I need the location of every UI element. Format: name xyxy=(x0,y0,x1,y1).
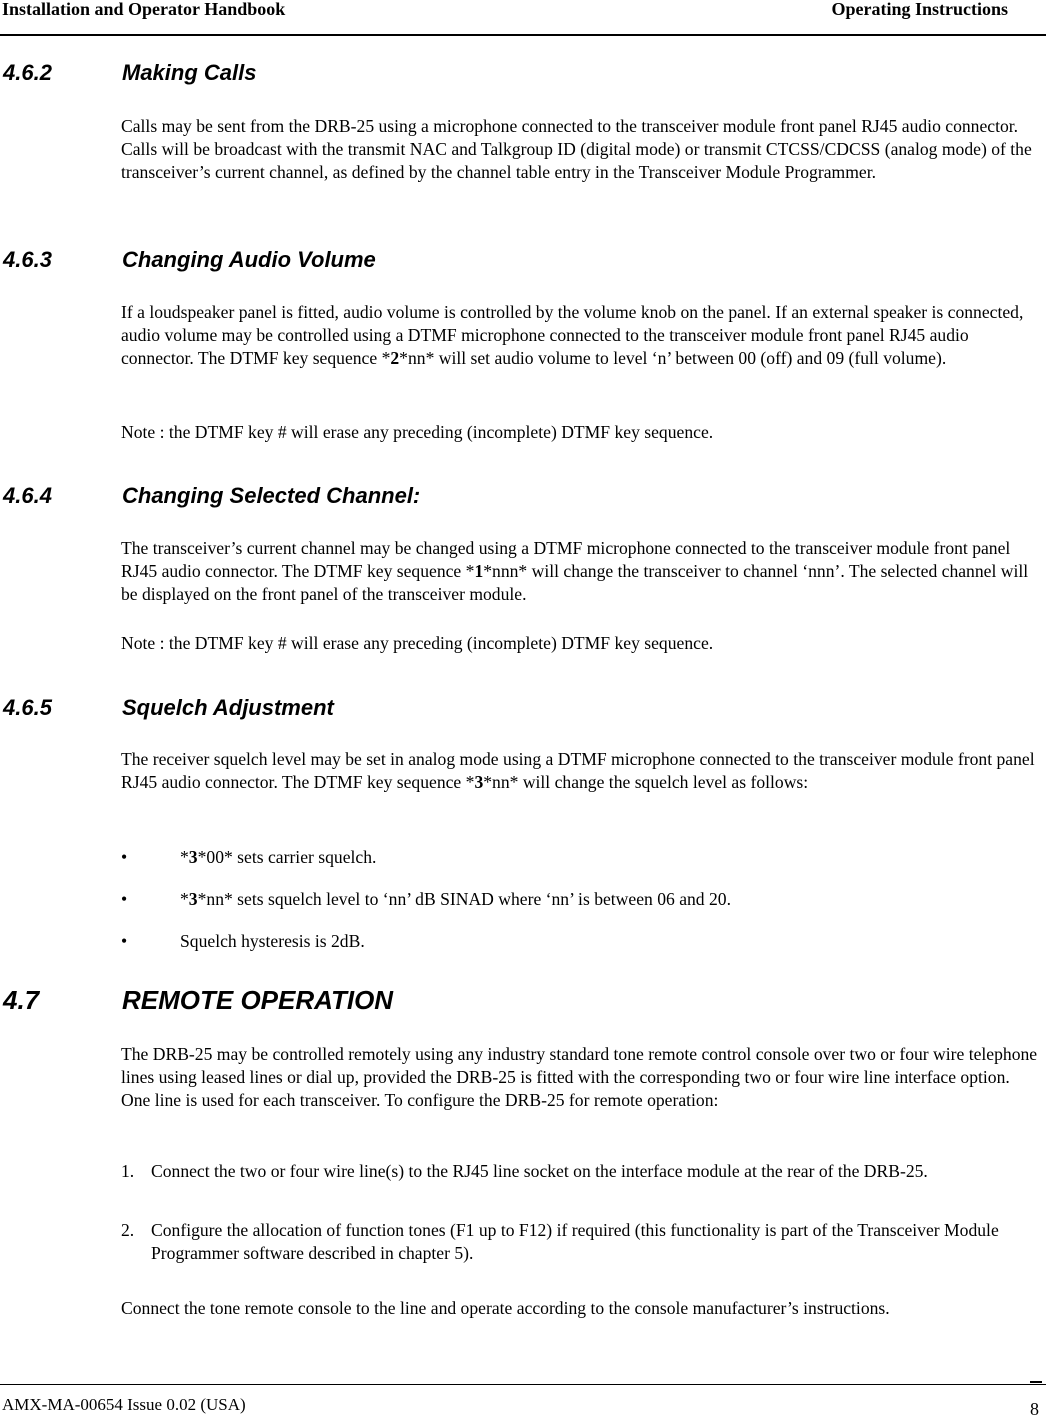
step-text: Configure the allocation of function tones (F1 up to F12) if required (this functionality is part of the Transceiver Module Programmer software described in chapter 5). xyxy=(151,1220,999,1263)
header-document-title: Installation and Operator Handbook xyxy=(2,0,286,19)
heading-number: 4.6.2 xyxy=(3,60,52,85)
paragraph-connect-console: Connect the tone remote console to the line and operate according to the console manufacturer’s instructions. xyxy=(121,1298,890,1318)
bullet-glyph: • xyxy=(121,931,128,951)
heading-title: REMOTE OPERATION xyxy=(122,985,394,1015)
heading-number: 4.6.5 xyxy=(3,695,52,720)
step-text: Connect the two or four wire line(s) to the RJ45 line socket on the interface module at the rear of the DRB-25. xyxy=(151,1161,928,1181)
heading-title: Changing Selected Channel: xyxy=(122,483,421,508)
heading-title: Changing Audio Volume xyxy=(122,247,376,272)
bullet-glyph: • xyxy=(121,889,128,909)
heading-number: 4.6.3 xyxy=(3,247,52,272)
paragraph-squelch: The receiver squelch level may be set in analog mode using a DTMF microphone connected to the transceiver module front panel RJ45 audio connector. The DTMF key sequence *3*nn* will change the squelch level as follows: xyxy=(121,749,1035,792)
page-header xyxy=(0,0,1046,36)
page-number: 8 xyxy=(1030,1399,1039,1419)
header-section-title: Operating Instructions xyxy=(831,0,1008,19)
footer-rule xyxy=(0,1384,1046,1385)
note-selected-channel: Note : the DTMF key # will erase any preceding (incomplete) DTMF key sequence. xyxy=(121,633,714,653)
paragraph-audio-volume: If a loudspeaker panel is fitted, audio volume is controlled by the volume knob on the panel. If an external speaker is connected, audio volume may be controlled using a DTMF microphone connected to the transceiver module front panel RJ45 audio connector. The DTMF key sequence *2*nn* will set audio volume to level ‘n’ between 00 (off) and 09 (full volume). xyxy=(121,302,1024,368)
heading-title: Making Calls xyxy=(122,60,257,85)
heading-number: 4.6.4 xyxy=(3,483,52,508)
paragraph-selected-channel: The transceiver’s current channel may be changed using a DTMF microphone connected to the transceiver module front panel RJ45 audio connector. The DTMF key sequence *1*nnn* will change the transceiver to channel ‘nnn’. The selected channel will be displayed on the front panel of the transceiver module. xyxy=(121,538,1029,604)
step-number: 1. xyxy=(121,1161,135,1181)
heading-title: Squelch Adjustment xyxy=(122,695,334,720)
bullet-glyph: • xyxy=(121,847,128,867)
paragraph-making-calls: Calls may be sent from the DRB-25 using a microphone connected to the transceiver module front panel RJ45 audio connector. Calls will be broadcast with the transmit NAC and Talkgroup ID (digital mode) or transmit CTCSS/CDCSS (analog mode) of the transceiver’s current channel, as defined by the channel table entry in the Transceiver Module Programmer. xyxy=(121,116,1032,182)
paragraph-remote-operation: The DRB-25 may be controlled remotely using any industry standard tone remote control console over two or four wire telephone lines using leased lines or dial up, provided the DRB-25 is fitted with the corresponding two or four wire line interface option. One line is used for each transceiver. To configure the DRB-25 for remote operation: xyxy=(121,1044,1038,1110)
heading-number: 4.7 xyxy=(3,985,40,1015)
step-number: 2. xyxy=(121,1220,135,1240)
footer-document-id: AMX-MA-00654 Issue 0.02 (USA) xyxy=(2,1395,246,1414)
footer-tick xyxy=(1030,1381,1042,1383)
note-audio-volume: Note : the DTMF key # will erase any preceding (incomplete) DTMF key sequence. xyxy=(121,422,714,442)
